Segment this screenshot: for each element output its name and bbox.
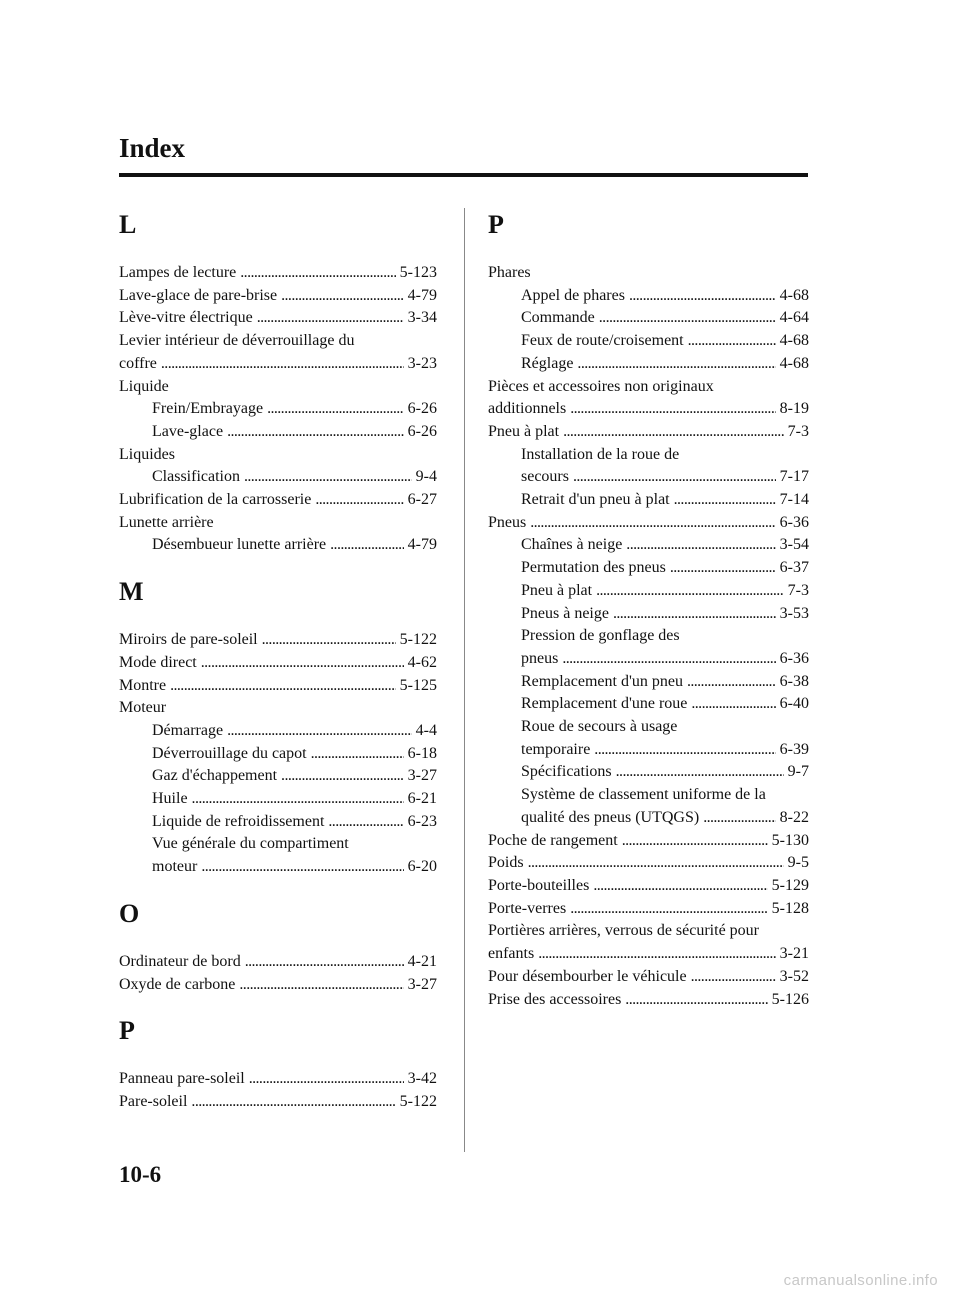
dot-leader (240, 262, 395, 285)
entry-text: Pression de gonflage des (521, 627, 680, 645)
dot-leader (227, 421, 404, 444)
entry-page-ref[interactable]: 5-129 (771, 876, 809, 894)
dot-leader (573, 466, 776, 489)
entry-line (119, 974, 437, 997)
index-letter-heading: O (119, 898, 140, 928)
dot-leader (267, 398, 404, 421)
entry-page-ref[interactable]: 3-42 (407, 1070, 437, 1088)
entry-text: Phares (488, 264, 531, 281)
dot-leader (563, 421, 784, 444)
entry-text: Lave-glace (152, 422, 224, 440)
entry-text: Lunette arrière (119, 513, 214, 531)
entry-page-ref[interactable]: 6-40 (779, 695, 809, 713)
dot-leader (622, 830, 768, 853)
entry-page-ref[interactable]: 6-26 (407, 422, 437, 440)
entry-line (152, 833, 437, 856)
index-entry (488, 376, 809, 399)
entry-text: Lève-vitre électrique (119, 309, 253, 327)
entry-text: Système de classement uniforme de la (521, 786, 766, 804)
entry-page-ref[interactable]: 4-79 (407, 536, 437, 554)
entry-page-ref[interactable]: 4-68 (779, 354, 809, 372)
index-subentry (488, 330, 809, 353)
entry-line (119, 675, 437, 698)
entry-text: Pare-soleil (119, 1092, 188, 1110)
index-entry (119, 951, 437, 974)
entry-line (152, 720, 437, 743)
dot-leader (315, 489, 403, 512)
entry-page-ref[interactable]: 3-34 (407, 309, 437, 327)
entry-line (521, 307, 809, 330)
entry-page-ref[interactable]: 5-130 (771, 831, 809, 849)
index-subentry (119, 534, 437, 557)
index-subentry (488, 603, 809, 626)
entry-line (488, 898, 809, 921)
index-subentry (119, 398, 437, 421)
entry-line (521, 625, 809, 648)
entry-line (488, 421, 809, 444)
entry-text: Prise des accessoires (488, 990, 622, 1008)
entry-line (152, 856, 437, 879)
dot-leader (596, 580, 784, 603)
dot-leader (528, 852, 784, 875)
entry-text: Lubrification de la carrosserie (119, 491, 312, 509)
index-entry (119, 652, 437, 675)
entry-page-ref[interactable]: 9-7 (787, 763, 809, 781)
index-subentry (119, 811, 437, 834)
entry-line (521, 739, 809, 762)
index-entry (119, 489, 437, 512)
entry-text: Pour désembourber le véhicule (488, 967, 687, 985)
dot-leader (691, 966, 776, 989)
index-entry (488, 852, 809, 875)
dot-leader (616, 761, 784, 784)
dot-leader (161, 353, 404, 376)
entry-line (521, 489, 809, 512)
entry-text: Roue de secours à usage (521, 718, 678, 736)
entry-page-ref[interactable]: 7-17 (779, 468, 809, 486)
entry-page-ref[interactable]: 3-27 (407, 975, 437, 993)
entry-page-ref[interactable]: 8-19 (779, 400, 809, 418)
entry-page-ref[interactable]: 6-36 (779, 649, 809, 667)
entry-page-ref[interactable]: 5-128 (771, 899, 809, 917)
entry-page-ref[interactable]: 7-3 (787, 422, 809, 440)
entry-text: Moteur (119, 699, 167, 717)
dot-leader (249, 1068, 404, 1091)
entry-text: Portières arrières, verrous de sécurité pour (488, 922, 759, 940)
entry-line (119, 285, 437, 308)
entry-line (119, 629, 437, 652)
entry-text: pneus (521, 649, 559, 667)
entry-page-ref[interactable]: 5-122 (399, 631, 437, 649)
index-entry (119, 262, 437, 285)
entry-text: coffre (119, 354, 157, 372)
entry-text: Classification (152, 468, 240, 486)
entry-text: Liquide (119, 377, 169, 395)
entry-page-ref[interactable]: 8-22 (779, 808, 809, 826)
entry-line (521, 353, 809, 376)
index-subentry (119, 765, 437, 788)
dot-leader (626, 534, 775, 557)
entry-line (152, 466, 437, 489)
entry-line (521, 716, 809, 739)
entry-line (152, 534, 437, 557)
section-gap (119, 996, 437, 1012)
entry-line (152, 765, 437, 788)
entry-text: Chaînes à neige (521, 536, 623, 554)
entry-text: Lampes de lecture (119, 264, 237, 281)
index-subentry (488, 489, 809, 512)
dot-leader (599, 307, 776, 330)
entry-line (152, 811, 437, 834)
dot-leader (245, 951, 404, 974)
index-entry (488, 943, 809, 966)
entry-line (488, 875, 809, 898)
entry-text: secours (521, 468, 569, 486)
index-entry (488, 512, 809, 535)
entry-text: Pneu à plat (488, 422, 560, 440)
index-entry (119, 444, 437, 467)
entry-text: Feux de route/croisement (521, 332, 684, 350)
index-column-right (488, 206, 809, 1011)
index-subentry (488, 739, 809, 762)
entry-text: Ordinateur de bord (119, 952, 241, 970)
entry-text: Montre (119, 676, 167, 694)
entry-text: Lave-glace de pare-brise (119, 286, 278, 304)
entry-line (152, 743, 437, 766)
index-subentry (119, 788, 437, 811)
index-subentry (488, 807, 809, 830)
index-subentry (488, 557, 809, 580)
entry-page-ref[interactable]: 3-27 (407, 767, 437, 785)
entry-page-ref[interactable]: 4-62 (407, 653, 437, 671)
dot-leader (281, 285, 404, 308)
index-letter-heading: L (119, 210, 137, 239)
entry-page-ref[interactable]: 9-4 (415, 468, 437, 486)
entry-line (488, 262, 809, 285)
entry-text: Liquide de refroidissement (152, 812, 325, 830)
entry-line (488, 398, 809, 421)
entry-text: Liquides (119, 445, 175, 463)
entry-line (119, 489, 437, 512)
section-gap (119, 557, 437, 573)
entry-page-ref[interactable]: 6-36 (779, 513, 809, 531)
entry-page-ref[interactable]: 6-18 (407, 744, 437, 762)
entry-text: Oxyde de carbone (119, 975, 236, 993)
entry-line (521, 580, 809, 603)
entry-line (119, 330, 437, 353)
entry-line (521, 671, 809, 694)
dot-leader (257, 307, 404, 330)
entry-line (488, 943, 809, 966)
entry-text: Commande (521, 309, 595, 327)
index-entry (488, 898, 809, 921)
entry-page-ref[interactable]: 4-64 (779, 309, 809, 327)
dot-leader (311, 743, 404, 766)
entry-page-ref[interactable]: 6-27 (407, 491, 437, 509)
dot-leader (244, 466, 412, 489)
entry-page-ref[interactable]: 5-125 (399, 676, 437, 694)
dot-leader (670, 557, 776, 580)
index-subentry (119, 720, 437, 743)
entry-line (152, 421, 437, 444)
dot-leader (330, 534, 404, 557)
index-entry (119, 330, 437, 353)
entry-line (119, 697, 437, 720)
entry-text: Appel de phares (521, 286, 625, 304)
index-entry (488, 966, 809, 989)
index-entry (488, 421, 809, 444)
entry-page-ref[interactable]: 6-21 (407, 790, 437, 808)
section-gap (119, 879, 437, 895)
entry-text: Installation de la roue de (521, 445, 680, 463)
entry-text: Désembueur lunette arrière (152, 536, 327, 554)
entry-text: enfants (488, 945, 535, 963)
dot-leader (688, 330, 776, 353)
entry-line (152, 398, 437, 421)
entry-line (488, 852, 809, 875)
entry-line (119, 1068, 437, 1091)
entry-line (488, 989, 809, 1012)
entry-line (119, 376, 437, 399)
entry-line (521, 603, 809, 626)
entry-line (521, 784, 809, 807)
index-subentry (488, 580, 809, 603)
entry-line (521, 285, 809, 308)
entry-line (521, 330, 809, 353)
entry-page-ref[interactable]: 4-4 (415, 721, 437, 739)
index-subentry (488, 534, 809, 557)
index-subentry (488, 648, 809, 671)
entry-line (152, 788, 437, 811)
entry-page-ref[interactable]: 6-37 (779, 559, 809, 577)
watermark: carmanualsonline.info (783, 1272, 938, 1289)
index-entry (119, 285, 437, 308)
entry-text: Retrait d'un pneu à plat (521, 491, 670, 509)
entry-line (521, 444, 809, 467)
column-divider (464, 208, 465, 1152)
index-subentry (488, 761, 809, 784)
entry-page-ref[interactable]: 9-5 (787, 854, 809, 872)
index-subentry (119, 421, 437, 444)
index-letter-heading: M (119, 577, 144, 607)
entry-line (119, 512, 437, 535)
entry-text: Vue générale du compartiment (152, 835, 349, 853)
dot-leader (191, 1091, 395, 1114)
dot-leader (201, 856, 403, 879)
entry-text: Permutation des pneus (521, 559, 666, 577)
index-entry (119, 675, 437, 698)
entry-line (488, 830, 809, 853)
dot-leader (593, 875, 767, 898)
index-entry (119, 697, 437, 720)
index-entry (119, 974, 437, 997)
index-subentry (119, 856, 437, 879)
entry-text: additionnels (488, 400, 567, 418)
dot-leader (538, 943, 775, 966)
entry-page-ref[interactable]: 6-26 (407, 400, 437, 418)
entry-line (119, 951, 437, 974)
dot-leader (227, 720, 412, 743)
dot-leader (562, 648, 775, 671)
entry-text: Réglage (521, 354, 574, 372)
entry-text: qualité des pneus (UTQGS) (521, 808, 700, 826)
entry-page-ref[interactable]: 6-38 (779, 672, 809, 690)
entry-text: Pneu à plat (521, 581, 593, 599)
entry-line (119, 1091, 437, 1114)
entry-text: Mode direct (119, 653, 197, 671)
entry-text: Porte-bouteilles (488, 876, 590, 894)
entry-page-ref[interactable]: 4-68 (779, 332, 809, 350)
index-subentry (488, 466, 809, 489)
entry-line (521, 466, 809, 489)
dot-leader (629, 285, 776, 308)
index-subentry (119, 466, 437, 489)
index-entry (488, 875, 809, 898)
dot-leader (570, 398, 775, 421)
dot-leader (281, 765, 404, 788)
entry-line (488, 376, 809, 399)
entry-text: Miroirs de pare-soleil (119, 631, 258, 649)
entry-page-ref[interactable]: 6-20 (407, 858, 437, 876)
entry-page-ref[interactable]: 6-23 (407, 812, 437, 830)
entry-line (521, 648, 809, 671)
index-subentry (488, 693, 809, 716)
entry-line (119, 353, 437, 376)
entry-line (521, 557, 809, 580)
entry-line (488, 966, 809, 989)
index-entry (119, 512, 437, 535)
entry-page-ref[interactable]: 5-123 (399, 264, 437, 281)
entry-text: Remplacement d'un pneu (521, 672, 683, 690)
entry-text: temporaire (521, 740, 591, 758)
dot-leader (687, 671, 776, 694)
entry-text: Panneau pare-soleil (119, 1070, 245, 1088)
index-entry (119, 353, 437, 376)
entry-page-ref[interactable]: 3-21 (779, 945, 809, 963)
entry-text: Poche de rangement (488, 831, 618, 849)
entry-text: Porte-verres (488, 899, 567, 917)
entry-text: Pneus à neige (521, 604, 609, 622)
dot-leader (674, 489, 776, 512)
index-subentry (488, 671, 809, 694)
index-entry (488, 262, 809, 285)
entry-text: moteur (152, 858, 198, 876)
dot-leader (262, 629, 396, 652)
entry-text: Spécifications (521, 763, 612, 781)
entry-text: Poids (488, 854, 524, 872)
dot-leader (691, 693, 775, 716)
dot-leader (577, 353, 775, 376)
dot-leader (703, 807, 775, 830)
index-subentry (488, 716, 809, 739)
entry-line (521, 761, 809, 784)
header-rule (119, 173, 808, 177)
entry-text: Pneus (488, 513, 527, 531)
entry-page-ref[interactable]: 7-3 (787, 581, 809, 599)
index-subentry (488, 307, 809, 330)
dot-leader (201, 652, 404, 675)
entry-text: Démarrage (152, 721, 224, 739)
dot-leader (570, 898, 767, 921)
index-subentry (488, 353, 809, 376)
entry-page-ref[interactable]: 5-126 (771, 990, 809, 1008)
index-entry (119, 307, 437, 330)
index-column-left (119, 206, 437, 1114)
entry-line (119, 444, 437, 467)
dot-leader (328, 811, 403, 834)
entry-page-ref[interactable]: 3-54 (779, 536, 809, 554)
page-title: Index (119, 133, 186, 163)
entry-page-ref[interactable]: 7-14 (779, 491, 809, 509)
entry-page-ref[interactable]: 6-39 (779, 740, 809, 758)
dot-leader (625, 989, 767, 1012)
index-entry (119, 376, 437, 399)
entry-page-ref[interactable]: 4-68 (779, 286, 809, 304)
dot-leader (594, 739, 775, 762)
entry-text: Frein/Embrayage (152, 400, 264, 418)
index-entry (488, 920, 809, 943)
dot-leader (530, 512, 775, 535)
index-entry (488, 398, 809, 421)
index-subentry (488, 444, 809, 467)
dot-leader (613, 603, 776, 626)
entry-text: Pièces et accessoires non originaux (488, 377, 714, 395)
index-subentry (119, 833, 437, 856)
entry-line (521, 807, 809, 830)
entry-line (119, 307, 437, 330)
index-subentry (488, 285, 809, 308)
index-entry (488, 830, 809, 853)
entry-page-ref[interactable]: 5-122 (399, 1092, 437, 1110)
entry-page-ref[interactable]: 3-23 (407, 354, 437, 372)
entry-page-ref[interactable]: 3-52 (779, 967, 809, 985)
entry-page-ref[interactable]: 4-21 (407, 952, 437, 970)
index-subentry (119, 743, 437, 766)
index-letter-heading: P (119, 1016, 135, 1046)
page-number: 10-6 (119, 1162, 162, 1187)
entry-page-ref[interactable]: 3-53 (779, 604, 809, 622)
entry-page-ref[interactable]: 4-79 (407, 286, 437, 304)
dot-leader (192, 788, 404, 811)
entry-line (488, 512, 809, 535)
index-entry (119, 1068, 437, 1091)
entry-line (119, 262, 437, 285)
entry-line (119, 652, 437, 675)
entry-line (488, 920, 809, 943)
index-letter-heading: P (488, 210, 504, 239)
entry-line (521, 693, 809, 716)
entry-text: Huile (152, 790, 188, 808)
index-subentry (488, 625, 809, 648)
index-entry (488, 989, 809, 1012)
entry-line (521, 534, 809, 557)
index-entry (119, 629, 437, 652)
dot-leader (239, 974, 403, 997)
entry-text: Gaz d'échappement (152, 767, 278, 785)
entry-text: Levier intérieur de déverrouillage du (119, 332, 355, 350)
index-subentry (488, 784, 809, 807)
index-entry (119, 1091, 437, 1114)
entry-text: Déverrouillage du capot (152, 744, 307, 762)
dot-leader (170, 675, 396, 698)
entry-text: Remplacement d'une roue (521, 695, 688, 713)
